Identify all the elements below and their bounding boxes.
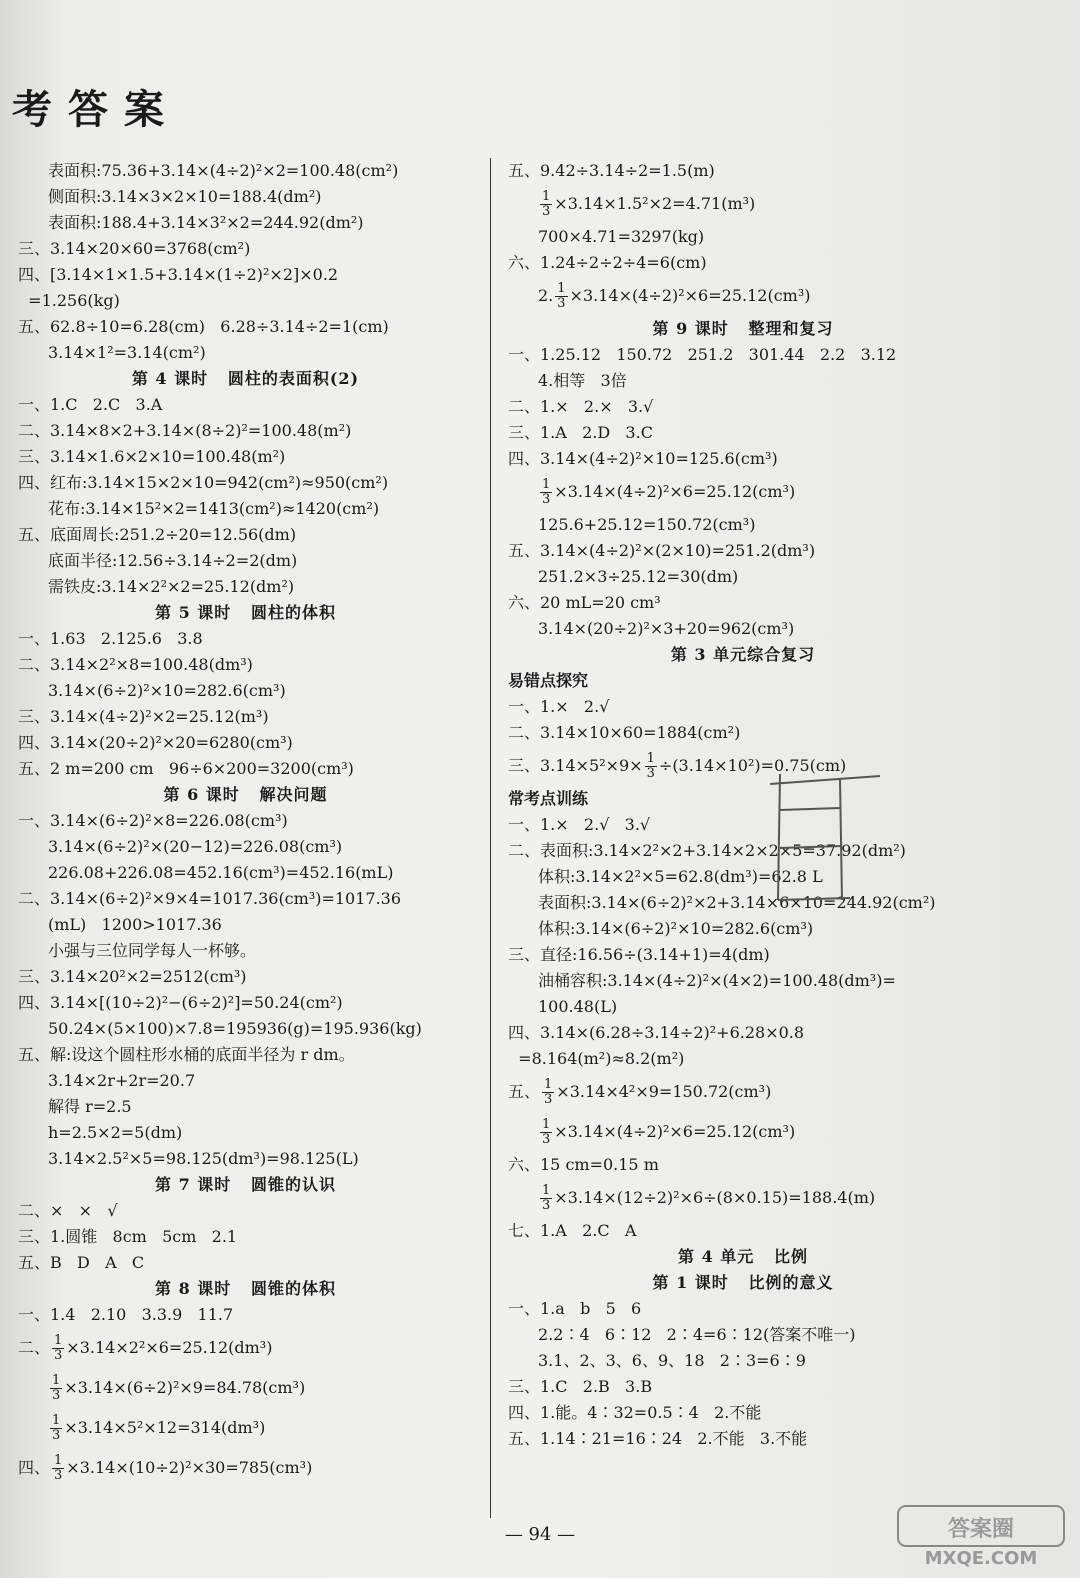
answer-line: 体积:3.14×2²×5=62.8(dm³)=62.8 L	[538, 867, 823, 886]
answer-line: 需铁皮:3.14×2²×2=25.12(dm²)	[48, 577, 295, 596]
answer-line: 二、3.14×(6÷2)²×9×4=1017.36(cm³)=1017.36	[18, 889, 402, 908]
fraction-one-third	[50, 1374, 62, 1403]
section-heading: 常考点训练	[508, 789, 589, 808]
answer-line: 三、3.14×20×60=3768(cm²)	[18, 239, 251, 258]
answer-line	[18, 1448, 473, 1488]
answer-line: 三、直径:16.56÷(3.14+1)=4(dm)	[508, 945, 770, 964]
fraction-denominator: 3	[542, 204, 551, 219]
answer-line: 四、3.14×(4÷2)²×10=125.6(cm³)	[508, 449, 778, 468]
answer-line: 三、1.A 2.D 3.C	[508, 423, 653, 442]
fraction-denominator: 3	[54, 1348, 63, 1363]
answer-line	[508, 1112, 978, 1152]
answer-line: 3.14×(6÷2)²×10=282.6(cm³)	[48, 681, 286, 700]
answer-text: ×3.14×2²×6=25.12(dm³)	[66, 1338, 273, 1357]
answer-text: ×3.14×(6÷2)²×9=84.78(cm³)	[64, 1378, 306, 1397]
answer-text: ×3.14×(12÷2)²×6÷(8×0.15)=188.4(m)	[554, 1188, 876, 1207]
fraction-numerator: 1	[542, 1117, 551, 1132]
answer-line: 五、1.14∶21=16∶24 2.不能 3.不能	[508, 1429, 808, 1448]
fraction-numerator: 1	[646, 751, 655, 766]
lesson-heading: 第 4 单元 比例	[678, 1247, 808, 1266]
answer-line: 二、× × √	[18, 1201, 118, 1220]
fraction-numerator: 1	[557, 281, 566, 296]
watermark-logo	[896, 1504, 1066, 1568]
answer-line: 三、3.14×20²×2=2512(cm³)	[18, 967, 247, 986]
answer-line: 侧面积:3.14×3×2×10=188.4(dm²)	[48, 187, 322, 206]
answer-line: 3.14×(20÷2)²×3+20=962(cm³)	[538, 619, 795, 638]
fraction-numerator: 1	[542, 1183, 551, 1198]
answer-prefix: 二、	[18, 1338, 51, 1357]
answer-line: 三、3.14×1.6×2×10=100.48(m²)	[18, 447, 286, 466]
answer-line: 一、1.× 2.√	[508, 697, 610, 716]
answer-prefix: 四、	[18, 1458, 51, 1477]
answer-line: 3.14×2r+2r=20.7	[48, 1071, 196, 1090]
answer-text: ×3.14×4²×9=150.72(cm³)	[556, 1082, 772, 1101]
answer-line: (mL) 1200>1017.36	[48, 915, 222, 934]
fraction-denominator: 3	[542, 1132, 551, 1147]
page-title: 考答案	[12, 86, 180, 133]
answer-text: ×3.14×(4÷2)²×6=25.12(cm³)	[569, 286, 811, 305]
answer-line: 六、1.24÷2÷2÷4=6(cm)	[508, 253, 707, 272]
answer-line: 一、3.14×(6÷2)²×8=226.08(cm³)	[18, 811, 288, 830]
answer-line: 五、解:设这个圆柱形水桶的底面半径为 r dm。	[18, 1045, 355, 1064]
answer-line: 3.14×1²=3.14(cm²)	[48, 343, 206, 362]
column-divider	[490, 158, 491, 1518]
answer-line: 一、1.× 2.√ 3.√	[508, 815, 651, 834]
answer-text: ×3.14×(4÷2)²×6=25.12(cm³)	[554, 482, 796, 501]
answer-line	[508, 184, 978, 224]
fraction-one-third	[540, 478, 552, 507]
answer-prefix: 三、3.14×5²×9×	[508, 756, 643, 775]
answer-line: 125.6+25.12=150.72(cm³)	[538, 515, 756, 534]
answer-line: 50.24×(5×100)×7.8=195936(g)=195.936(kg)	[48, 1019, 422, 1038]
answer-line: 五、底面周长:251.2÷20=12.56(dm)	[18, 525, 297, 544]
fraction-one-third	[542, 1078, 554, 1107]
answer-line: 五、B D A C	[18, 1253, 145, 1272]
answer-line: 一、1.a b 5 6	[508, 1299, 642, 1318]
fraction-denominator: 3	[542, 492, 551, 507]
section-heading: 易错点探究	[508, 671, 589, 690]
fraction-one-third	[555, 282, 567, 311]
fraction-numerator: 1	[52, 1373, 61, 1388]
answer-line: 花布:3.14×15²×2=1413(cm²)≈1420(cm²)	[48, 499, 380, 518]
answer-line: 二、1.× 2.× 3.√	[508, 397, 654, 416]
answer-prefix: 2.	[538, 286, 554, 305]
answer-line: 一、1.C 2.C 3.A	[18, 395, 163, 414]
fraction-denominator: 3	[544, 1092, 553, 1107]
answer-line: 表面积:3.14×(6÷2)²×2+3.14×6×10=244.92(cm²)	[538, 893, 936, 912]
answer-line: 2.2∶4 6∶12 2∶4=6∶12(答案不唯一)	[538, 1325, 856, 1344]
fraction-numerator: 1	[54, 1333, 63, 1348]
fraction-one-third	[50, 1414, 62, 1443]
answer-line	[508, 1072, 978, 1112]
answer-text: ×3.14×5²×12=314(dm³)	[64, 1418, 266, 1437]
fraction-numerator: 1	[52, 1413, 61, 1428]
fraction-denominator: 3	[54, 1468, 63, 1483]
answer-line	[508, 472, 978, 512]
answer-line: 700×4.71=3297(kg)	[538, 227, 705, 246]
answer-line: 小强与三位同学每人一杯够。	[48, 941, 257, 960]
answer-line: 四、1.能。4∶32=0.5∶4 2.不能	[508, 1403, 762, 1422]
fraction-denominator: 3	[52, 1388, 61, 1403]
fraction-numerator: 1	[54, 1453, 63, 1468]
right-column	[508, 158, 978, 1452]
answer-line: 四、3.14×(6.28÷3.14÷2)²+6.28×0.8	[508, 1023, 805, 1042]
answer-line: 体积:3.14×(6÷2)²×10=282.6(cm³)	[538, 919, 814, 938]
answer-line: 3.14×2.5²×5=98.125(dm³)=98.125(L)	[48, 1149, 359, 1168]
answer-line: 四、[3.14×1×1.5+3.14×(1÷2)²×2]×0.2	[18, 265, 339, 284]
fraction-denominator: 3	[542, 1198, 551, 1213]
answer-line	[18, 1328, 473, 1368]
svg-text:答案圈: 答案圈	[947, 1517, 1015, 1542]
answer-line: 五、9.42÷3.14÷2=1.5(m)	[508, 161, 715, 180]
fraction-one-third	[540, 1184, 552, 1213]
answer-line: =1.256(kg)	[18, 291, 120, 310]
svg-text:MXQE.COM: MXQE.COM	[924, 1548, 1038, 1568]
answer-line: 解得 r=2.5	[48, 1097, 132, 1116]
answer-line	[508, 276, 978, 316]
answer-line: 油桶容积:3.14×(4÷2)²×(4×2)=100.48(dm³)=	[538, 971, 896, 990]
answer-line: =8.164(m²)≈8.2(m²)	[508, 1049, 685, 1068]
fraction-one-third	[540, 1118, 552, 1147]
fraction-one-third	[52, 1454, 64, 1483]
answer-line: 3.1、2、3、6、9、18 2∶3=6∶9	[538, 1351, 806, 1370]
answer-line: 表面积:188.4+3.14×3²×2=244.92(dm²)	[48, 213, 364, 232]
answer-text: ×3.14×(10÷2)²×30=785(cm³)	[66, 1458, 313, 1477]
answer-line: 五、3.14×(4÷2)²×(2×10)=251.2(dm³)	[508, 541, 816, 560]
answer-prefix: 五、	[508, 1082, 541, 1101]
answer-line: 三、1.圆锥 8cm 5cm 2.1	[18, 1227, 238, 1246]
answer-line: 四、3.14×(20÷2)²×20=6280(cm³)	[18, 733, 293, 752]
lesson-heading: 第 5 课时 圆柱的体积	[155, 603, 336, 622]
answer-line: 一、1.25.12 150.72 251.2 301.44 2.2 3.12	[508, 345, 897, 364]
answer-line: 二、3.14×2²×8=100.48(dm³)	[18, 655, 253, 674]
answer-text: ÷(3.14×10²)=0.75(cm)	[658, 756, 847, 775]
answer-line: 四、3.14×[(10÷2)²−(6÷2)²]=50.24(cm²)	[18, 993, 343, 1012]
answer-line: 251.2×3÷25.12=30(dm)	[538, 567, 739, 586]
answer-line: 四、红布:3.14×15×2×10=942(cm²)≈950(cm²)	[18, 473, 389, 492]
page-number: — 94 —	[504, 1524, 576, 1545]
answer-line	[508, 1178, 978, 1218]
answer-line: 一、1.4 2.10 3.3.9 11.7	[18, 1305, 234, 1324]
lesson-heading: 第 4 课时 圆柱的表面积(2)	[131, 369, 360, 388]
answer-line: 三、1.C 2.B 3.B	[508, 1377, 653, 1396]
answer-line: 4.相等 3倍	[538, 371, 627, 390]
lesson-heading: 第 1 课时 比例的意义	[652, 1273, 834, 1292]
lesson-heading: 第 8 课时 圆锥的体积	[155, 1279, 336, 1298]
answer-line	[508, 746, 978, 786]
answer-line: 二、3.14×8×2+3.14×(8÷2)²=100.48(m²)	[18, 421, 352, 440]
answer-line: 五、2 m=200 cm 96÷6×200=3200(cm³)	[18, 759, 354, 778]
answer-line: 六、20 mL=20 cm³	[508, 593, 661, 612]
answer-line	[18, 1408, 473, 1448]
lesson-heading: 第 6 课时 解决问题	[163, 785, 328, 804]
fraction-one-third	[645, 752, 657, 781]
answer-text: ×3.14×1.5²×2=4.71(m³)	[554, 194, 756, 213]
answer-line: 六、15 cm=0.15 m	[508, 1155, 659, 1174]
fraction-one-third	[52, 1334, 64, 1363]
answer-line: 三、3.14×(4÷2)²×2=25.12(m³)	[18, 707, 269, 726]
lesson-heading: 第 9 课时 整理和复习	[652, 319, 834, 338]
fraction-numerator: 1	[542, 189, 551, 204]
answer-line: 五、62.8÷10=6.28(cm) 6.28÷3.14÷2=1(cm)	[18, 317, 389, 336]
answer-line: 3.14×(6÷2)²×(20−12)=226.08(cm³)	[48, 837, 343, 856]
answer-line: 底面半径:12.56÷3.14÷2=2(dm)	[48, 551, 298, 570]
handwritten-sketch	[770, 770, 890, 910]
fraction-numerator: 1	[544, 1077, 553, 1092]
answer-line	[18, 1368, 473, 1408]
fraction-one-third	[540, 190, 552, 219]
answer-line: 一、1.63 2.125.6 3.8	[18, 629, 203, 648]
fraction-numerator: 1	[542, 477, 551, 492]
answer-line: 七、1.A 2.C A	[508, 1221, 637, 1240]
answer-text: ×3.14×(4÷2)²×6=25.12(cm³)	[554, 1122, 796, 1141]
left-column	[18, 158, 473, 1488]
lesson-heading: 第 3 单元综合复习	[670, 645, 816, 664]
fraction-denominator: 3	[557, 296, 566, 311]
answer-line: 二、表面积:3.14×2²×2+3.14×2×2×5=37.92(dm²)	[508, 841, 906, 860]
answer-line: 表面积:75.36+3.14×(4÷2)²×2=100.48(cm²)	[48, 161, 399, 180]
fraction-denominator: 3	[52, 1428, 61, 1443]
answer-line: 226.08+226.08=452.16(cm³)=452.16(mL)	[48, 863, 394, 882]
answer-line: h=2.5×2=5(dm)	[48, 1123, 183, 1142]
answer-line: 二、3.14×10×60=1884(cm²)	[508, 723, 741, 742]
fraction-denominator: 3	[646, 766, 655, 781]
lesson-heading: 第 7 课时 圆锥的认识	[155, 1175, 336, 1194]
answer-line: 100.48(L)	[538, 997, 618, 1016]
